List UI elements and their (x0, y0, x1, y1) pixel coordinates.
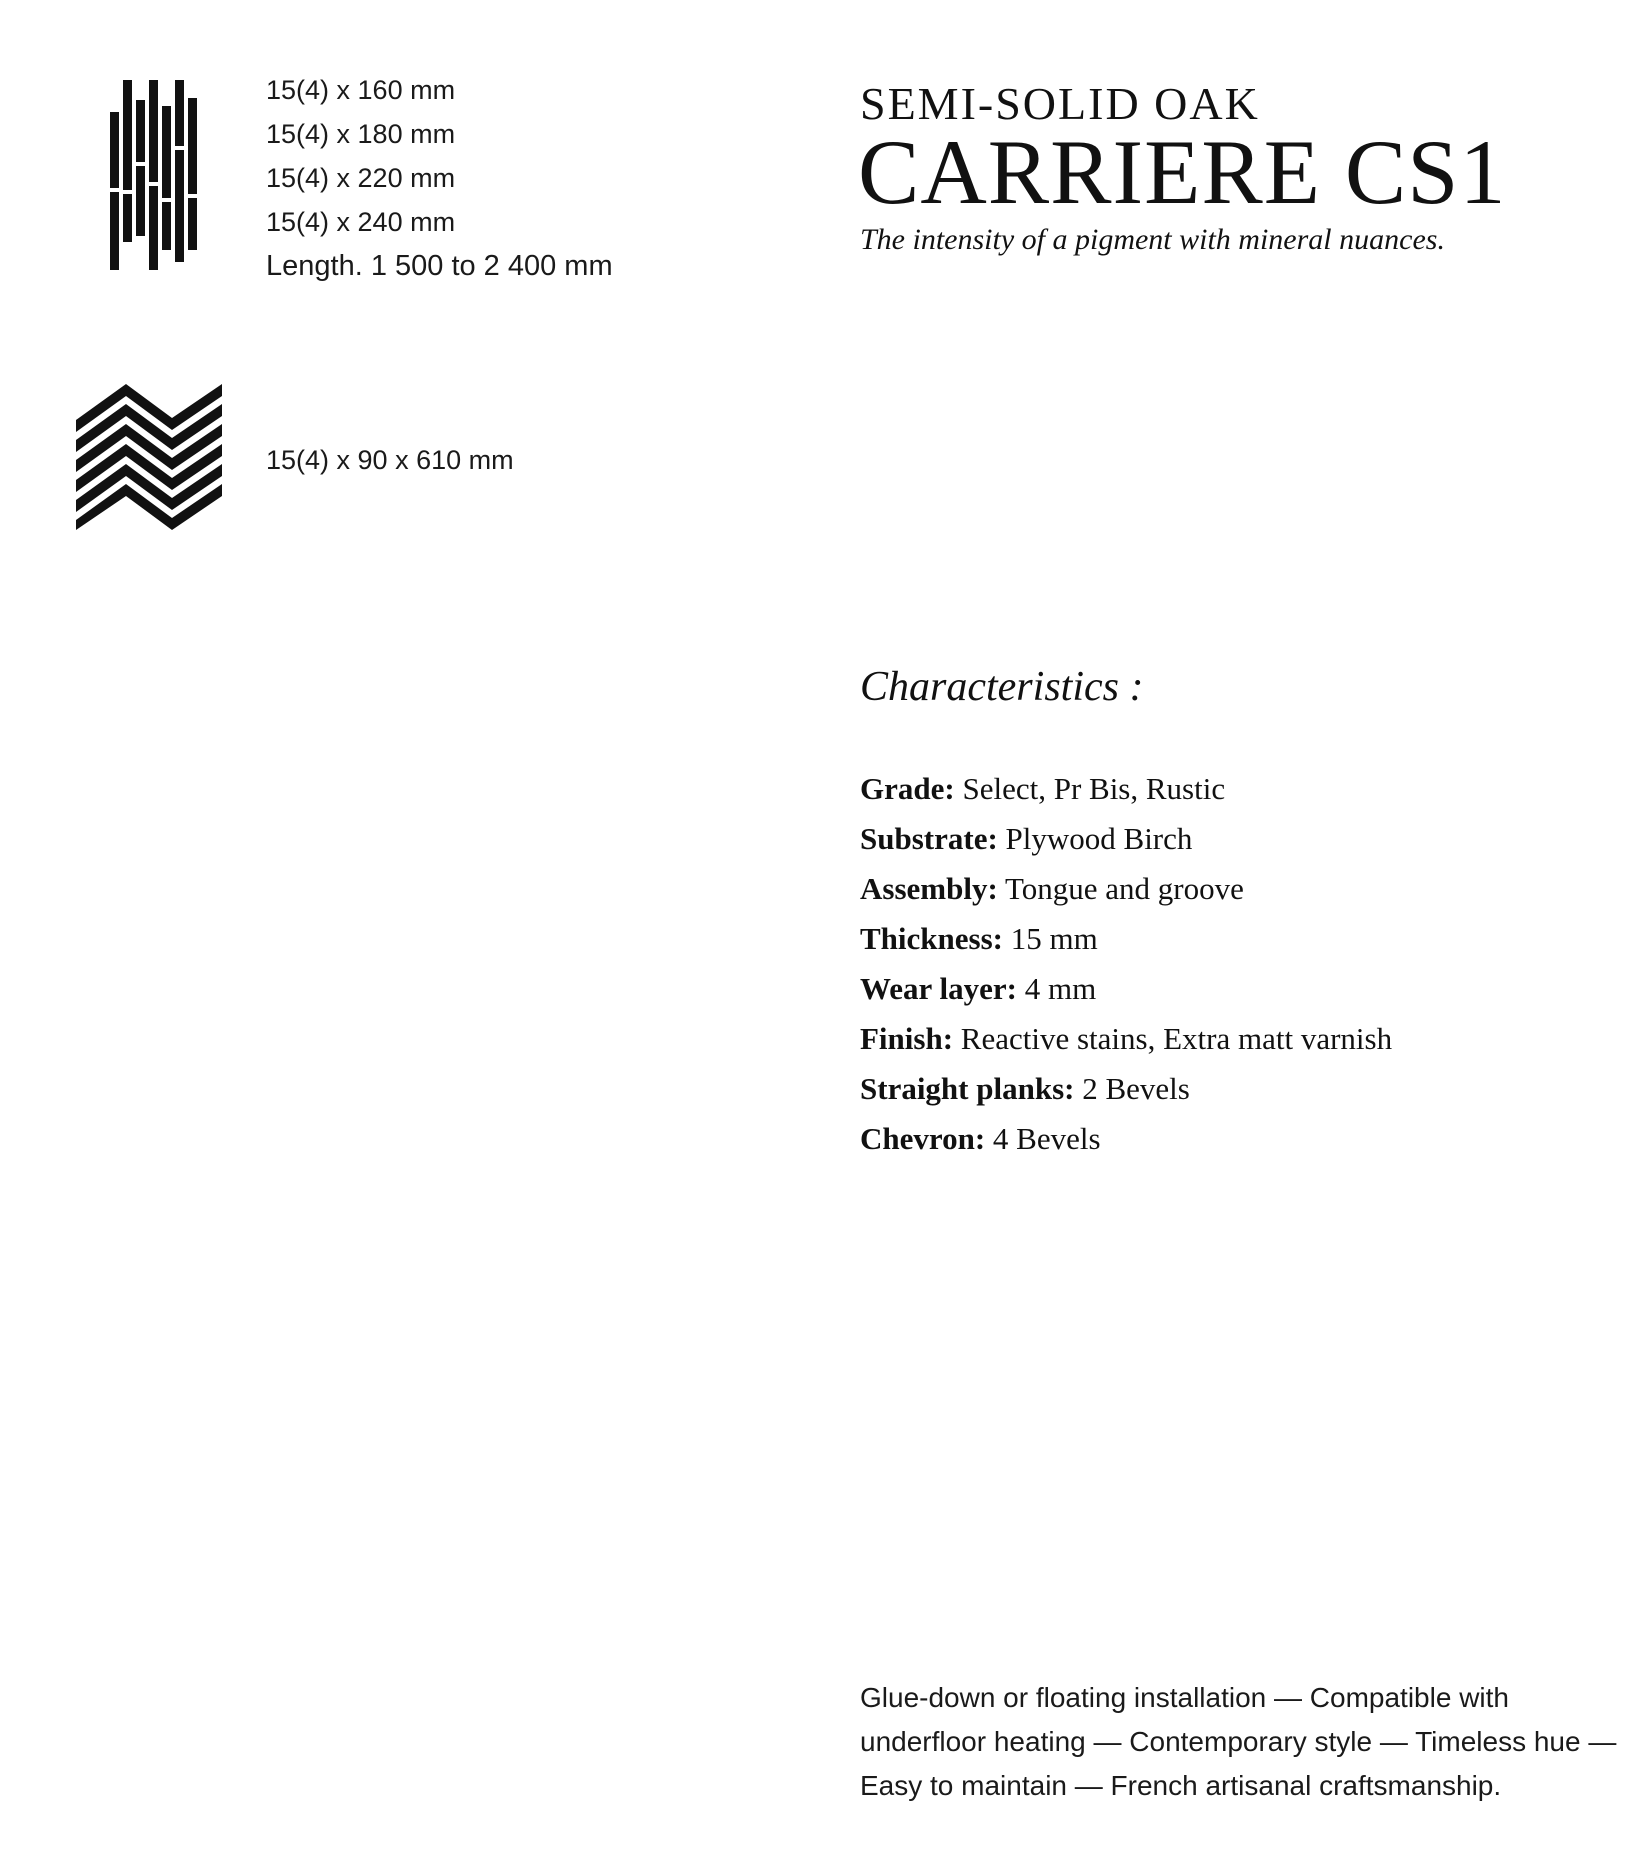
chevron-dimensions: 15(4) x 90 x 610 mm (266, 445, 514, 475)
spec-row-straight-planks (860, 1064, 1392, 1114)
spec-row-assembly (860, 864, 1392, 914)
spec-value: 2 Bevels (1082, 1071, 1190, 1106)
straight-planks-dimensions (266, 68, 613, 288)
straight-planks-pattern-icon (106, 76, 202, 272)
spec-row-substrate (860, 814, 1392, 864)
spec-value: 4 mm (1024, 971, 1097, 1006)
spec-row-chevron (860, 1114, 1392, 1164)
spec-value: Reactive stains, Extra matt varnish (960, 1021, 1393, 1056)
chevron-pattern-icon (76, 384, 222, 530)
plank-dimension-2: 15(4) x 180 mm (266, 119, 456, 149)
spec-label: Chevron: (860, 1121, 986, 1156)
spec-label: Grade: (860, 771, 955, 806)
spec-value: Tongue and groove (1004, 871, 1244, 906)
spec-label: Substrate: (860, 821, 998, 856)
spec-label: Thickness: (860, 921, 1003, 956)
product-tagline: The intensity of a pigment with mineral nuances. (860, 223, 1445, 256)
characteristics-list (860, 764, 1392, 1164)
plank-dimension-3: 15(4) x 220 mm (266, 163, 456, 193)
product-category: SEMI-SOLID OAK (860, 78, 1260, 129)
spec-label: Finish: (860, 1021, 954, 1056)
spec-row-grade (860, 764, 1392, 814)
spec-value: 15 mm (1010, 921, 1098, 956)
plank-length: Length. 1 500 to 2 400 mm (266, 250, 613, 282)
spec-value: Select, Pr Bis, Rustic (962, 771, 1226, 806)
spec-row-thickness (860, 914, 1392, 964)
plank-dimension-4: 15(4) x 240 mm (266, 207, 456, 237)
plank-dimension-1: 15(4) x 160 mm (266, 75, 456, 105)
product-title: CARRIERE CS1 (858, 121, 1507, 223)
spec-label: Straight planks: (860, 1071, 1075, 1106)
spec-label: Assembly: (860, 871, 998, 906)
characteristics-heading: Characteristics : (860, 664, 1144, 710)
spec-row-wear-layer (860, 964, 1392, 1014)
spec-value: 4 Bevels (992, 1121, 1101, 1156)
spec-row-finish (860, 1014, 1392, 1064)
features-summary: Glue-down or floating installation — Compatible with underfloor heating — Contemporary style — Timeless hue — Easy to maintain — French artisanal craftsmanship. (860, 1682, 1617, 1801)
spec-label: Wear layer: (860, 971, 1017, 1006)
spec-value: Plywood Birch (1005, 821, 1193, 856)
